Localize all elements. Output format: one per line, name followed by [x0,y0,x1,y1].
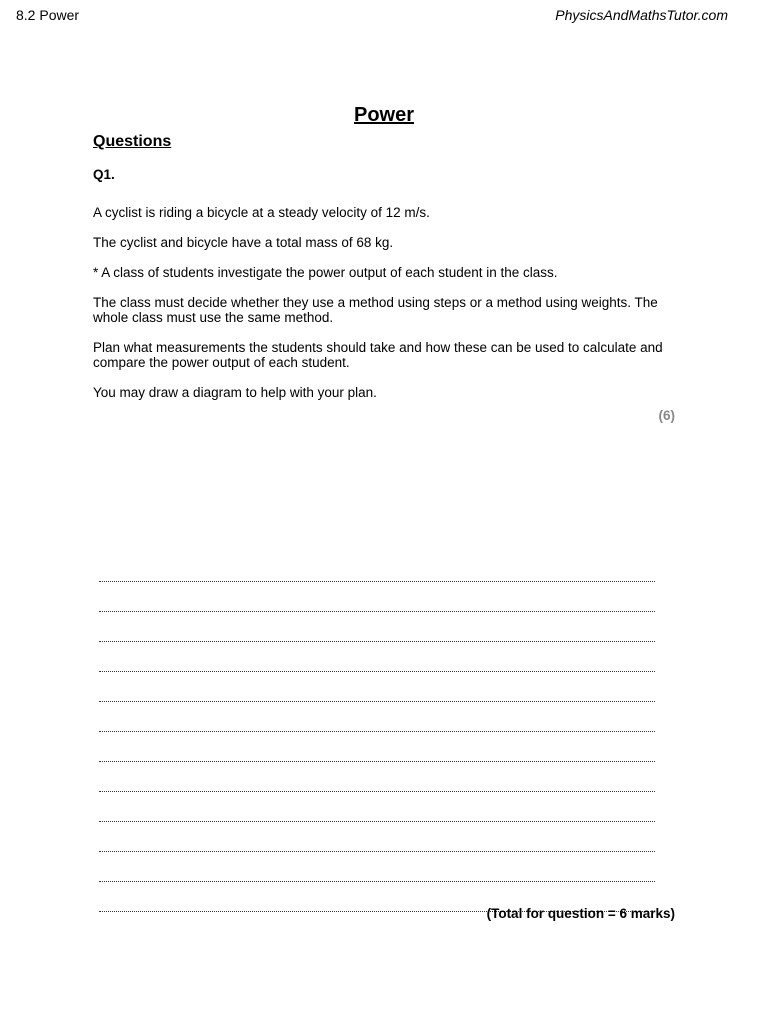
question-number: Q1. [93,167,115,182]
question-paragraph: You may draw a diagram to help with your plan. [93,385,377,400]
answer-line[interactable] [99,732,655,762]
header-section-label: 8.2 Power [16,7,80,23]
question-marks: (6) [658,408,675,423]
answer-line[interactable] [99,702,655,732]
answer-line[interactable] [99,822,655,852]
answer-lines [99,552,655,912]
page-title: Power [353,104,415,126]
answer-line[interactable] [99,762,655,792]
answer-line[interactable] [99,642,655,672]
question-paragraph: * A class of students investigate the power output of each student in the class. [93,265,558,280]
question-paragraph: The cyclist and bicycle have a total mass of 68 kg. [93,235,394,250]
header-site-name: PhysicsAndMathsTutor.com [555,7,728,23]
answer-line[interactable] [99,852,655,882]
question-total: (Total for question = 6 marks) [486,906,675,921]
answer-line[interactable] [99,552,655,582]
answer-line[interactable] [99,792,655,822]
question-paragraph: A cyclist is riding a bicycle at a steady velocity of 12 m/s. [93,205,430,220]
answer-line[interactable] [99,672,655,702]
answer-line[interactable] [99,582,655,612]
section-heading: Questions [93,133,172,150]
question-paragraph: The class must decide whether they use a method using steps or a method using weights. The whole class must use the same method. [93,295,658,325]
answer-line[interactable] [99,612,655,642]
question-paragraph: Plan what measurements the students should take and how these can be used to calculate and compare the power output of each student. [93,340,663,370]
